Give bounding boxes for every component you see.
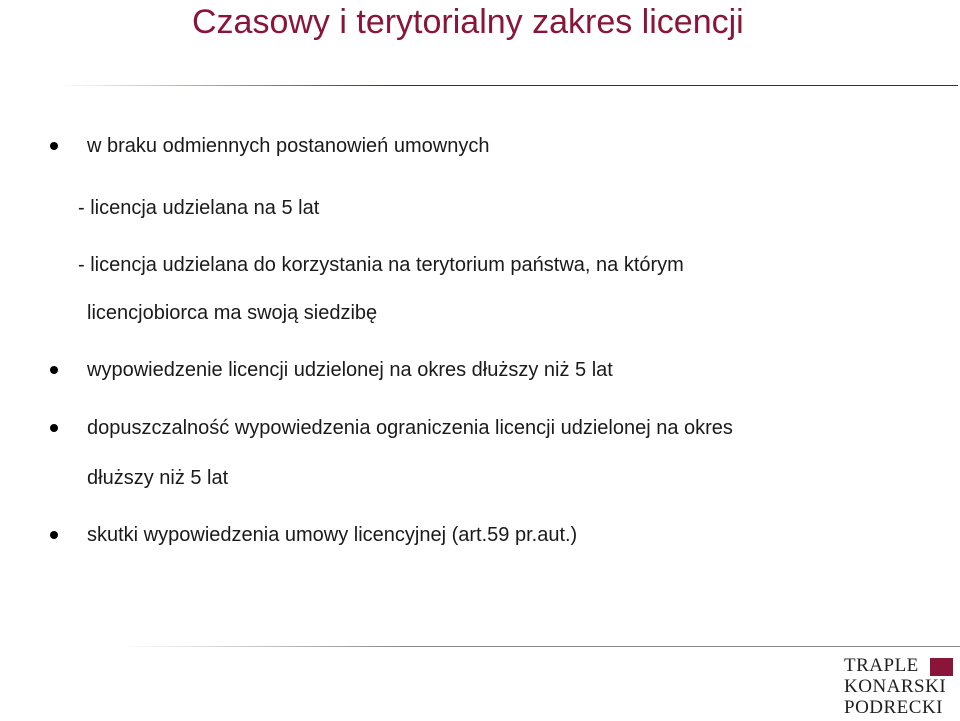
bullet-dot bbox=[50, 366, 58, 374]
list-item-text: skutki wypowiedzenia umowy licencyjnej (art.59 pr.aut.) bbox=[87, 524, 578, 546]
list-item-text: wypowiedzenie licencji udzielonej na okres dłuższy niż 5 lat bbox=[87, 359, 613, 381]
footer-divider bbox=[400, 646, 960, 647]
slide-title: Czasowy i terytorialny zakres licencji bbox=[192, 3, 744, 41]
company-logo bbox=[844, 655, 956, 719]
list-item-text: licencjobiorca ma swoją siedzibę bbox=[87, 302, 378, 324]
bullet-dot bbox=[50, 531, 58, 539]
list-item-text: w braku odmiennych postanowień umownych bbox=[87, 135, 490, 157]
bullet-dot bbox=[50, 424, 58, 432]
logo-line-2: KONARSKI bbox=[844, 676, 947, 697]
bullet-dot bbox=[50, 142, 58, 150]
logo-line-3: PODRECKI bbox=[844, 697, 944, 718]
list-item-text: - licencja udzielana do korzystania na terytorium państwa, na którym bbox=[78, 254, 684, 276]
list-item-text: - licencja udzielana na 5 lat bbox=[78, 197, 320, 219]
logo-line-1: TRAPLE bbox=[844, 655, 919, 676]
logo-accent-square bbox=[930, 658, 953, 676]
list-item-text: dłuższy niż 5 lat bbox=[87, 467, 229, 489]
footer-divider-fade bbox=[120, 646, 400, 647]
list-item-text: dopuszczalność wypowiedzenia ograniczenia licencji udzielonej na okres bbox=[87, 417, 733, 439]
